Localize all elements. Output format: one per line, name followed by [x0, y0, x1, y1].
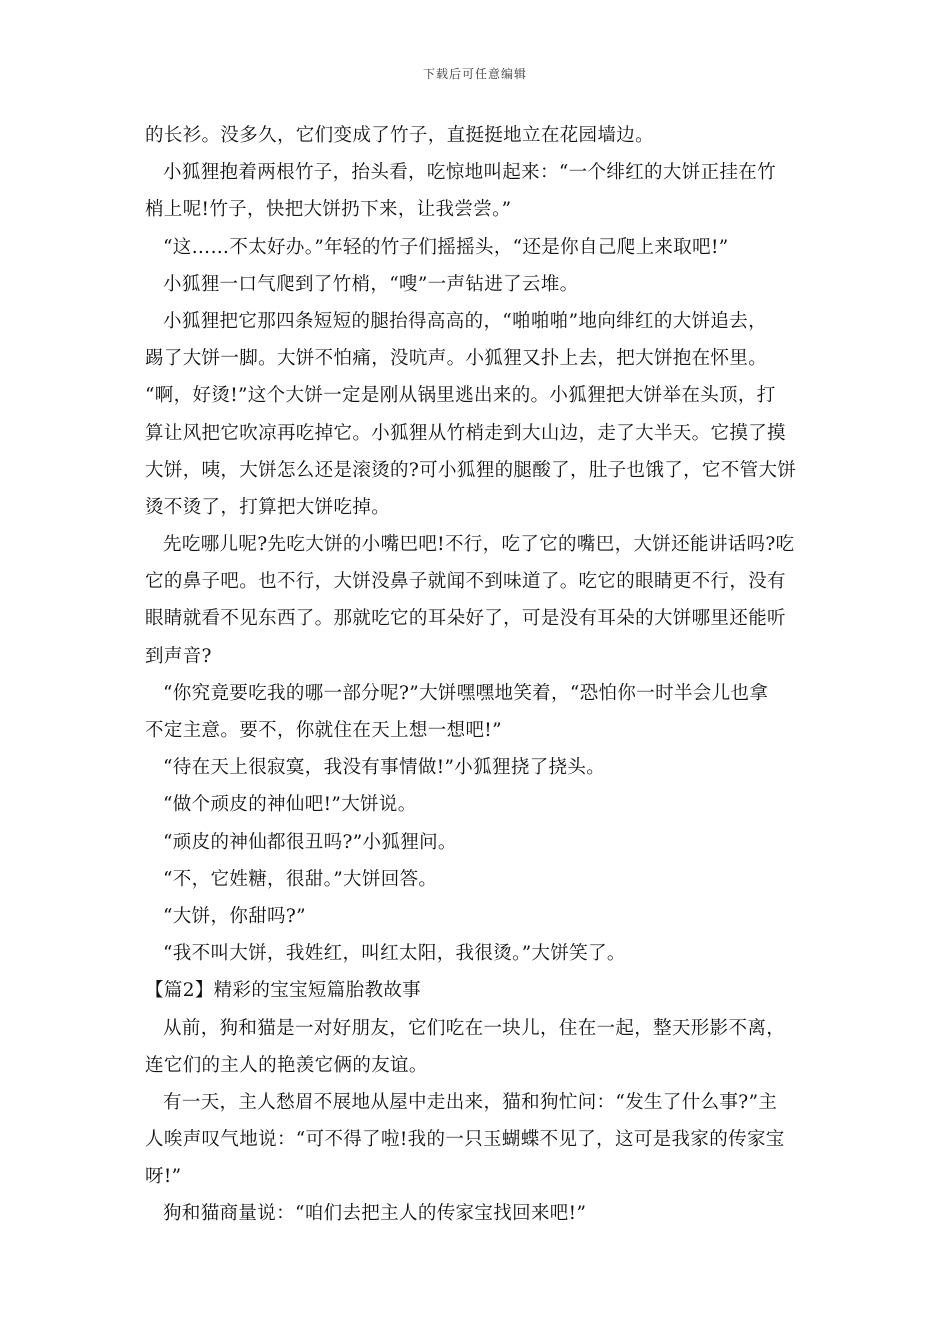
text-line: 大饼，咦，大饼怎么还是滚烫的?可小狐狸的腿酸了，肚子也饿了，它不管大饼 [145, 459, 797, 481]
text-line: “不，它姓糖，很甜。”大饼回答。 [163, 868, 438, 890]
text-line: 呀!” [145, 1166, 182, 1188]
text-line: 狗和猫商量说：“咱们去把主人的传家宝找回来吧!” [163, 1203, 587, 1225]
text-line: 小狐狸把它那四条短短的腿抬得高高的，“啪啪啪”地向绯红的大饼追去， [163, 310, 767, 332]
text-line: 梢上呢!竹子，快把大饼扔下来，让我尝尝。” [145, 199, 512, 221]
text-line: “啊，好烫!”这个大饼一定是刚从锅里逃出来的。小狐狸把大饼举在头顶，打 [145, 385, 776, 407]
text-line: 连它们的主人的艳羡它俩的友谊。 [145, 1054, 428, 1076]
page-header: 下载后可任意编辑 [422, 67, 527, 81]
text-line: 眼睛就看不见东西了。那就吃它的耳朵好了，可是没有耳朵的大饼哪里还能听 [145, 608, 786, 630]
text-line: 小狐狸抱着两根竹子，抬头看，吃惊地叫起来：“一个绯红的大饼正挂在竹 [163, 162, 777, 184]
document-body [145, 117, 807, 1233]
text-line: 的长衫。没多久，它们变成了竹子，直挺挺地立在花园墙边。 [145, 125, 654, 146]
text-line: 到声音? [145, 645, 212, 667]
text-line: “你究竟要吃我的哪一部分呢?”大饼嘿嘿地笑着，“恐怕你一时半会儿也拿 [163, 682, 769, 704]
text-line: “我不叫大饼，我姓红，叫红太阳，我很烫。”大饼笑了。 [163, 943, 626, 965]
text-line: 先吃哪儿呢?先吃大饼的小嘴巴吧!不行，吃了它的嘴巴，大饼还能讲话吗?吃 [163, 534, 795, 556]
text-line: 算让风把它吹凉再吃掉它。小狐狸从竹梢走到大山边，走了大半天。它摸了摸 [145, 422, 786, 444]
text-line: “做个顽皮的神仙吧!”大饼说。 [163, 794, 417, 816]
text-line: 从前，狗和猫是一对好朋友，它们吃在一块儿，住在一起，整天形影不离， [163, 1017, 786, 1039]
section-heading: 【篇2】精彩的宝宝短篇胎教故事 [145, 980, 422, 1002]
text-line: 踢了大饼一脚。大饼不怕痛，没吭声。小狐狸又扑上去，把大饼抱在怀里。 [145, 348, 768, 370]
text-line: “这……不太好办。”年轻的竹子们摇摇头，“还是你自己爬上来取吧!” [163, 236, 729, 258]
text-line: 有一天，主人愁眉不展地从屋中走出来，猫和狗忙问：“发生了什么事?”主 [163, 1091, 778, 1113]
text-line: “待在天上很寂寞，我没有事情做!”小狐狸挠了挠头。 [163, 757, 606, 779]
text-line: 小狐狸一口气爬到了竹梢，“嗖”一声钻进了云堆。 [163, 273, 579, 295]
text-line: “大饼，你甜吗?” [163, 905, 306, 927]
text-line: 人唉声叹气地说：“可不得了啦!我的一只玉蝴蝶不见了，这可是我家的传家宝 [145, 1129, 785, 1151]
text-line: 它的鼻子吧。也不行，大饼没鼻子就闻不到味道了。吃它的眼睛更不行，没有 [145, 571, 786, 593]
text-line: “顽皮的神仙都很丑吗?”小狐狸问。 [163, 831, 457, 853]
text-line: 不定主意。要不，你就住在天上想一想吧!” [145, 720, 502, 741]
text-line: 烫不烫了，打算把大饼吃掉。 [145, 496, 391, 518]
